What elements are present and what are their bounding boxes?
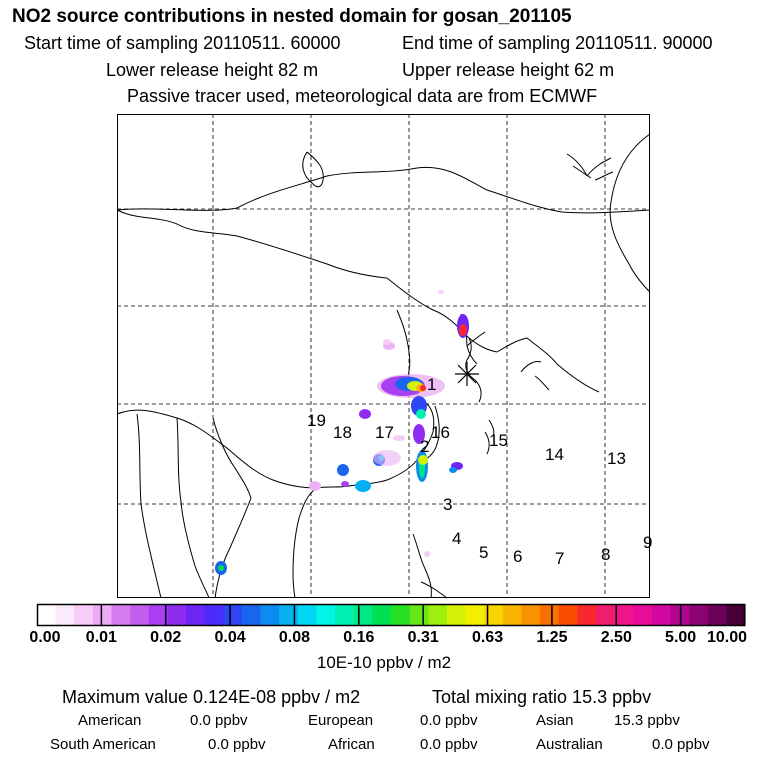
- colorbar-tick-label: 0.00: [29, 629, 61, 646]
- colorbar-cell: [335, 604, 354, 626]
- region-label: 1: [427, 375, 437, 394]
- colorbar-tick-label: 0.04: [214, 629, 246, 646]
- lower-release-height: Lower release height 82 m: [106, 60, 319, 80]
- station-marker: [455, 362, 479, 386]
- colorbar-cell: [689, 604, 708, 626]
- american-value: 0.0 ppbv: [190, 712, 248, 729]
- colorbar-cell: [37, 604, 56, 626]
- total-mixing-ratio: Total mixing ratio 15.3 ppbv: [432, 687, 652, 707]
- colorbar-cell: [316, 604, 335, 626]
- region-label: 7: [555, 549, 565, 568]
- colorbar-tick-label: 0.02: [150, 629, 182, 646]
- australian-label: Australian: [536, 736, 603, 753]
- colorbar-cell: [205, 604, 224, 626]
- region-label: 14: [545, 445, 564, 464]
- region-label: 8: [601, 545, 611, 564]
- region-label: 3: [443, 495, 453, 514]
- colorbar-cell: [391, 604, 410, 626]
- start-time: Start time of sampling 20110511. 60000: [24, 33, 341, 53]
- colorbar-cell: [354, 604, 373, 626]
- region-label: 5: [479, 543, 489, 562]
- colorbar-cell: [74, 604, 93, 626]
- colorbar-cell: [540, 604, 559, 626]
- map-panel: [117, 114, 653, 598]
- south-american-value: 0.0 ppbv: [208, 736, 266, 753]
- australian-value: 0.0 ppbv: [652, 736, 710, 753]
- colorbar-cell: [447, 604, 466, 626]
- page-title: NO2 source contributions in nested domain for gosan_201105: [12, 6, 572, 27]
- region-label: 2: [420, 437, 430, 456]
- maximum-value: Maximum value 0.124E-08 ppbv / m2: [62, 687, 361, 707]
- colorbar-units: 10E-10 ppbv / m2: [316, 653, 452, 672]
- colorbar-tick-label: 0.63: [471, 629, 504, 646]
- colorbar-cell: [56, 604, 75, 626]
- colorbar-cell: [521, 604, 540, 626]
- colorbar-cell: [466, 604, 485, 626]
- region-label: 15: [489, 431, 508, 450]
- colorbar-cell: [261, 604, 280, 626]
- american-label: American: [78, 712, 142, 729]
- colorbar-cell: [223, 604, 242, 626]
- colorbar-cell: [652, 604, 671, 626]
- map-frame: [118, 115, 653, 598]
- region-label: 19: [307, 411, 326, 430]
- colorbar-cell: [410, 604, 429, 626]
- african-label: African: [328, 736, 375, 753]
- colorbar-cell: [372, 604, 391, 626]
- colorbar-tick-label: 2.50: [600, 629, 632, 646]
- colorbar-cell: [726, 604, 745, 626]
- colorbar-cell: [298, 604, 317, 626]
- colorbar-cell: [428, 604, 447, 626]
- colorbar-cell: [615, 604, 634, 626]
- colorbar-tick-label: 0.01: [85, 629, 117, 646]
- end-time: End time of sampling 20110511. 90000: [402, 33, 713, 53]
- colorbar-cell: [130, 604, 149, 626]
- colorbar-tick-label: 0.08: [278, 629, 311, 646]
- colorbar: [37, 604, 745, 626]
- tracer-note: Passive tracer used, meteorological data are from ECMWF: [127, 86, 598, 106]
- colorbar-cell: [93, 604, 112, 626]
- asian-value: 15.3 ppbv: [614, 712, 680, 729]
- colorbar-cell: [186, 604, 205, 626]
- european-value: 0.0 ppbv: [420, 712, 478, 729]
- upper-release-height: Upper release height 62 m: [402, 60, 615, 80]
- region-label: 17: [375, 423, 394, 442]
- colorbar-tick-label: 5.00: [665, 629, 697, 646]
- colorbar-tick-label: 1.25: [536, 629, 568, 646]
- region-label: 16: [431, 423, 450, 442]
- colorbar-cell: [279, 604, 298, 626]
- colorbar-cell: [596, 604, 615, 626]
- colorbar-tick-label: 0.31: [407, 629, 439, 646]
- region-label: 6: [513, 547, 523, 566]
- african-value: 0.0 ppbv: [420, 736, 478, 753]
- region-label: 4: [452, 529, 462, 548]
- colorbar-cell: [559, 604, 578, 626]
- colorbar-tick-label: 0.16: [343, 629, 375, 646]
- colorbar-cell: [503, 604, 522, 626]
- region-label: 13: [607, 449, 626, 468]
- colorbar-cell: [112, 604, 131, 626]
- colorbar-cell: [167, 604, 186, 626]
- asian-label: Asian: [536, 712, 574, 729]
- map-canvas: [117, 114, 653, 598]
- colorbar-cell: [708, 604, 727, 626]
- colorbar-cell: [633, 604, 652, 626]
- south-american-label: South American: [50, 736, 156, 753]
- colorbar-tick-label: 10.00: [706, 629, 748, 646]
- region-label: 9: [643, 533, 653, 552]
- colorbar-cell: [577, 604, 596, 626]
- region-label: 18: [333, 423, 352, 442]
- colorbar-cell: [242, 604, 261, 626]
- european-label: European: [308, 712, 374, 729]
